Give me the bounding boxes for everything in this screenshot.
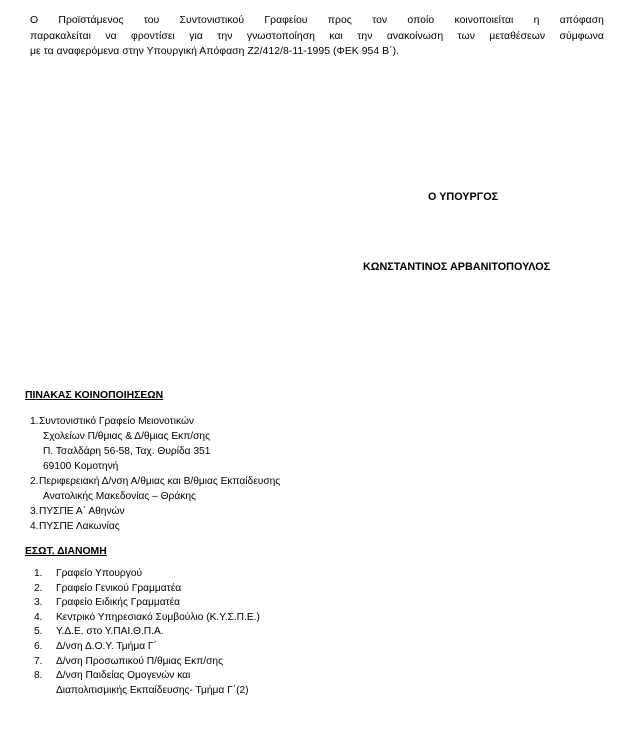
- signatory-name: ΚΩΝΣΤΑΝΤΙΝΟΣ ΑΡΒΑΝΙΤΟΠΟΥΛΟΣ: [363, 261, 551, 273]
- list-item: [30, 611, 260, 626]
- item-number: 3.: [34, 597, 43, 609]
- item-text: [30, 519, 280, 534]
- list-item: [30, 474, 280, 504]
- item-number: 4.: [34, 611, 43, 623]
- list-item: [30, 567, 260, 582]
- item-line: Συντονιστικό Γραφείο Μειονοτικών: [39, 416, 194, 427]
- item-number: 1.: [34, 568, 43, 579]
- list-item: [30, 640, 260, 655]
- item-text: Γραφείο Γενικού Γραμματέα: [56, 582, 182, 594]
- item-line: Δ/νση Παιδείας Ομογενών και: [56, 670, 191, 682]
- list-item: [30, 504, 280, 519]
- list-item: [30, 596, 260, 611]
- item-number: 6.: [34, 640, 43, 652]
- signatory-title: Ο ΥΠΟΥΡΓΟΣ: [428, 191, 499, 203]
- item-text: Κεντρικό Υπηρεσιακό Συμβούλιο (Κ.Υ.Σ.Π.Ε.): [56, 611, 260, 623]
- notification-list: [30, 414, 280, 534]
- intro-line: παρακαλείται να φροντίσει για την γνωστοποίηση και την ανακοίνωση των μεταθέσεων σύμφωνα: [30, 30, 604, 42]
- item-text: [30, 504, 280, 519]
- item-line: Ανατολικής Μακεδονίας – Θράκης: [43, 491, 196, 502]
- item-number: 2.: [34, 582, 43, 594]
- item-line: Σχολείων Π/θμιας & Δ/θμιας Εκπ/σης: [43, 431, 210, 442]
- item-number: 3.: [30, 506, 39, 517]
- item-text: [30, 474, 280, 504]
- item-text: Υ.Δ.Ε. στο Υ.ΠΑΙ.Θ.Π.Α.: [56, 626, 164, 638]
- list-item: [30, 519, 280, 534]
- item-line: ΠΥΣΠΕ Λακωνίας: [39, 521, 120, 532]
- item-text: [30, 414, 280, 474]
- list-item: [30, 655, 260, 670]
- item-line: ΠΥΣΠΕ Α΄ Αθηνών: [39, 506, 125, 517]
- intro-line: Ο Προϊστάμενος του Συντονιστικού Γραφείου προς τον οποίο κοινοποιείται η απόφαση: [30, 15, 604, 26]
- item-number: 8.: [34, 670, 43, 682]
- item-number: 7.: [34, 655, 43, 667]
- internal-distribution-list: [30, 567, 260, 698]
- intro-paragraph: [30, 13, 604, 60]
- list-item: [30, 582, 260, 597]
- notification-table-heading: ΠΙΝΑΚΑΣ ΚΟΙΝΟΠΟΙΗΣΕΩΝ: [25, 390, 164, 401]
- item-line: Διαπολιτισμικής Εκπαίδευσης- Τμήμα Γ΄(2): [56, 684, 249, 696]
- item-text: Γραφείο Ειδικής Γραμματέα: [56, 597, 181, 609]
- item-number: 2.: [30, 476, 39, 487]
- list-item: [30, 669, 260, 698]
- item-line: 69100 Κομοτηνή: [43, 461, 119, 472]
- internal-distribution-heading: ΕΣΩΤ. ΔΙΑΝΟΜΗ: [25, 546, 107, 557]
- item-number: 4.: [30, 521, 39, 532]
- item-line: Περιφερειακή Δ/νση Α/θμιας και Β/θμιας Εκπαίδευσης: [39, 476, 281, 487]
- item-text: Γραφείο Υπουργού: [56, 568, 143, 579]
- list-item: [30, 625, 260, 640]
- item-number: 5.: [34, 626, 43, 638]
- item-text: Δ/νση Δ.Ο.Υ. Τμήμα Γ΄: [56, 640, 157, 652]
- item-number: 1.: [30, 416, 39, 427]
- item-text: [30, 669, 260, 698]
- list-item: [30, 414, 280, 474]
- item-text: Δ/νση Προσωπικού Π/θμιας Εκπ/σης: [56, 655, 223, 667]
- intro-line: με τα αναφερόμενα στην Υπουργική Απόφαση Ζ2/412/8-11-1995 (ΦΕΚ 954 Β΄).: [30, 46, 400, 57]
- item-line: Π. Τσαλδάρη 56-58, Ταχ. Θυρίδα 351: [43, 446, 211, 457]
